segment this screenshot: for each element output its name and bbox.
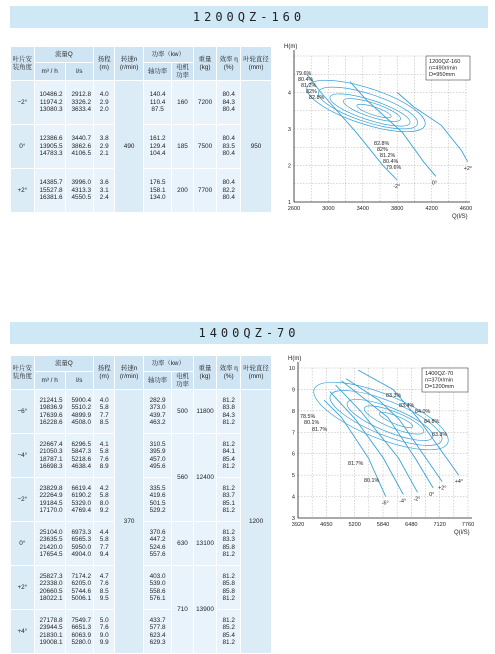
speed-cell: 370: [115, 390, 143, 654]
efficiency-cell: 81.2 83.8 84.3 81.2: [217, 390, 241, 434]
weight-cell: 7500: [193, 125, 217, 169]
shaft-power-cell: 433.7 577.8 623.4 629.3: [143, 610, 171, 654]
flow-ls-cell: 3996.0 4313.3 4550.5: [65, 169, 93, 213]
y-tick-label: 8: [291, 408, 295, 415]
flow-m3h-cell: 27178.8 23944.5 21830.1 19008.1: [34, 610, 65, 654]
header-impeller: 叶轮直径 (mm): [241, 356, 272, 390]
weight-cell: 13900: [193, 566, 217, 654]
table-row: [11, 390, 272, 434]
y-tick-label: 3: [287, 127, 291, 133]
x-axis-label: Q(l/S): [454, 530, 470, 536]
weight-cell: 7700: [193, 169, 217, 213]
header-power: 功率（kw）: [143, 356, 193, 372]
y-tick-label: 9: [291, 387, 295, 394]
y-tick-label: 4: [291, 494, 295, 501]
shaft-power-cell: 140.4 110.4 87.5: [143, 81, 171, 125]
header-flow-ls: l/s: [65, 63, 93, 81]
angle-cell: −2°: [11, 478, 35, 522]
shaft-power-cell: 370.6 447.2 524.6 557.6: [143, 522, 171, 566]
efficiency-label: 81.2%: [301, 83, 317, 89]
efficiency-label: 80.4%: [383, 159, 399, 165]
series-line-2: [397, 93, 468, 162]
x-tick-label: 3920: [291, 522, 305, 528]
flow-m3h-cell: 10486.2 11974.2 13080.3: [34, 81, 65, 125]
x-tick-label: 7760: [461, 522, 475, 528]
motor-power-cell: 200: [172, 169, 193, 213]
efficiency-label: 83.4%: [399, 403, 415, 409]
flow-m3h-cell: 25104.0 23635.5 21420.0 17654.5: [34, 522, 65, 566]
angle-label: -6°: [381, 500, 389, 507]
info-box-line: n=490r/min: [429, 65, 458, 72]
efficiency-label: 84.8%: [424, 419, 440, 425]
flow-ls-cell: 7549.7 6651.3 6063.9 5280.0: [65, 610, 93, 654]
angle-label: 0°: [431, 180, 438, 187]
shaft-power-cell: 282.9 373.0 439.7 463.2: [143, 390, 171, 434]
y-tick-label: 6: [291, 451, 295, 458]
head-cell: 4.0 5.8 7.7 8.5: [94, 390, 115, 434]
y-tick-label: 10: [288, 366, 295, 372]
motor-power-cell: 560: [172, 434, 193, 522]
shaft-power-cell: 335.5 419.6 501.5 529.2: [143, 478, 171, 522]
head-cell: 4.4 5.8 7.7 9.4: [94, 522, 115, 566]
head-cell: 4.0 2.9 2.0: [94, 81, 115, 125]
motor-power-cell: 630: [172, 522, 193, 566]
angle-label: +4°: [454, 479, 464, 486]
impeller-cell: 1200: [241, 390, 272, 654]
efficiency-label: 79.6%: [386, 165, 402, 171]
efficiency-cell: 80.4 83.5 80.4: [217, 125, 241, 169]
flow-m3h-cell: 12386.6 13905.5 14783.3: [34, 125, 65, 169]
header-motor-power: 电机 功率: [172, 372, 193, 390]
y-tick-label: 3: [291, 516, 295, 522]
header-impeller: 叶轮直径 (mm): [241, 47, 272, 81]
header-shaft-power: 轴功率: [143, 63, 171, 81]
header-flow-m3h: m³ / h: [34, 372, 65, 390]
y-axis-label: H(m): [284, 44, 298, 50]
table-row: [11, 81, 272, 125]
section-title-1400qz-70: 1400QZ-70: [10, 322, 488, 344]
efficiency-label: 83.3%: [386, 393, 402, 399]
x-tick-label: 7120: [433, 522, 446, 528]
y-tick-label: 4: [287, 90, 291, 97]
weight-cell: 7200: [193, 81, 217, 125]
efficiency-label: 78.5%: [300, 414, 316, 420]
motor-power-cell: 185: [172, 125, 193, 169]
header-weight: 重量 (kg): [193, 47, 217, 81]
angle-cell: −4°: [11, 434, 35, 478]
flow-ls-cell: 3440.7 3862.6 4106.5: [65, 125, 93, 169]
angle-label: -2°: [393, 184, 401, 191]
motor-power-cell: 710: [172, 566, 193, 654]
info-box-line: D=950mm: [429, 72, 455, 78]
angle-label: -2°: [413, 496, 421, 503]
info-box-line: D=1200mm: [425, 384, 455, 390]
angle-label: +2°: [438, 485, 447, 492]
header-speed: 转速n (r/min): [115, 356, 143, 390]
shaft-power-cell: 403.0 539.0 558.6 576.1: [143, 566, 171, 610]
flow-ls-cell: 7174.2 6205.0 5744.6 5006.1: [65, 566, 93, 610]
angle-cell: −6°: [11, 390, 35, 434]
header-angle: 叶片安 装角度: [11, 47, 35, 81]
x-tick-label: 5200: [348, 522, 361, 528]
flow-ls-cell: 6973.3 6565.3 5950.0 4904.0: [65, 522, 93, 566]
info-box-line: 1200QZ-160: [429, 59, 461, 65]
angle-cell: +4°: [11, 610, 35, 654]
x-tick-label: 4600: [459, 206, 473, 212]
efficiency-label: 82.8%: [374, 141, 390, 147]
efficiency-cell: 81.2 84.1 85.4 81.2: [217, 434, 241, 478]
y-tick-label: 1: [287, 200, 291, 206]
section-title-1200qz-160: 1200QZ-160: [10, 6, 488, 28]
x-tick-label: 3400: [356, 206, 370, 212]
x-tick-label: 6480: [405, 522, 418, 528]
motor-power-cell: 160: [172, 81, 193, 125]
efficiency-label: 82%: [306, 89, 317, 95]
header-flow-ls: l/s: [65, 372, 93, 390]
spec-table-1200qz-160: [10, 46, 272, 213]
flow-m3h-cell: 25827.3 22338.0 20660.5 18022.1: [34, 566, 65, 610]
efficiency-label: 82.8%: [309, 95, 325, 101]
efficiency-cell: 81.2 85.2 85.4 81.2: [217, 610, 241, 654]
weight-cell: 12400: [193, 434, 217, 522]
angle-cell: +2°: [11, 566, 35, 610]
speed-cell: 490: [115, 81, 143, 213]
angle-label: +2°: [463, 165, 473, 172]
efficiency-label: 81.7%: [312, 427, 328, 433]
efficiency-label: 79.6%: [296, 71, 312, 77]
performance-chart-1400qz-70: [276, 356, 488, 548]
y-tick-label: 2: [287, 163, 291, 170]
flow-m3h-cell: 14385.7 15527.8 16381.6: [34, 169, 65, 213]
x-tick-label: 4650: [320, 522, 333, 528]
efficiency-label: 82%: [377, 147, 388, 153]
impeller-cell: 950: [241, 81, 272, 213]
spec-table-1400qz-70: [10, 355, 272, 654]
performance-chart-1200qz-160: [276, 44, 488, 220]
head-cell: 3.6 3.1 2.4: [94, 169, 115, 213]
head-cell: 4.7 7.6 8.5 9.5: [94, 566, 115, 610]
efficiency-cell: 81.2 83.7 85.1 81.2: [217, 478, 241, 522]
flow-ls-cell: 6619.4 6190.2 5329.0 4769.4: [65, 478, 93, 522]
efficiency-label: 83.3%: [432, 432, 448, 438]
shaft-power-cell: 161.2 129.4 104.4: [143, 125, 171, 169]
head-cell: 4.2 5.8 8.0 9.2: [94, 478, 115, 522]
head-cell: 4.1 5.8 7.6 8.9: [94, 434, 115, 478]
efficiency-contour: [301, 70, 430, 143]
efficiency-label: 80.4%: [298, 77, 314, 83]
efficiency-cell: 81.2 85.8 85.8 81.2: [217, 566, 241, 610]
efficiency-label: 84.0%: [415, 409, 431, 415]
header-weight: 重量 (kg): [193, 356, 217, 390]
header-head: 扬程 (m): [94, 47, 115, 81]
angle-cell: 0°: [11, 522, 35, 566]
x-tick-label: 2600: [287, 206, 301, 212]
efficiency-cell: 81.2 83.3 85.8 81.2: [217, 522, 241, 566]
y-tick-label: 7: [291, 430, 295, 437]
flow-ls-cell: 2912.8 3326.2 3633.4: [65, 81, 93, 125]
motor-power-cell: 500: [172, 390, 193, 434]
header-speed: 转速n (r/min): [115, 47, 143, 81]
y-tick-label: 5: [291, 473, 295, 480]
shaft-power-cell: 176.5 158.1 134.0: [143, 169, 171, 213]
efficiency-label: 80.1%: [364, 478, 380, 484]
header-head: 扬程 (m): [94, 356, 115, 390]
header-flow-m3h: m³ / h: [34, 63, 65, 81]
info-box-line: 1400QZ-70: [425, 371, 454, 377]
y-axis-label: H(m): [288, 356, 302, 362]
flow-ls-cell: 5900.4 5510.2 4899.9 4508.0: [65, 390, 93, 434]
x-tick-label: 3000: [322, 206, 335, 212]
angle-cell: +2°: [11, 169, 35, 213]
head-cell: 5.0 7.6 9.0 9.9: [94, 610, 115, 654]
efficiency-contour: [378, 410, 414, 431]
header-flow: 流量Q: [34, 356, 93, 372]
header-angle: 叶片安 装角度: [11, 356, 35, 390]
flow-m3h-cell: 23829.8 22264.9 19184.5 17170.0: [34, 478, 65, 522]
flow-m3h-cell: 21241.5 19836.9 17639.6 16228.6: [34, 390, 65, 434]
header-shaft-power: 轴功率: [143, 372, 171, 390]
efficiency-label: 81.7%: [348, 461, 364, 467]
angle-label: -4°: [399, 498, 407, 505]
header-motor-power: 电机 功率: [172, 63, 193, 81]
x-axis-label: Q(l/S): [452, 214, 468, 220]
x-tick-label: 5840: [376, 522, 390, 528]
header-efficiency: 效率 η (%): [217, 356, 241, 390]
efficiency-cell: 80.4 84.3 80.4: [217, 81, 241, 125]
shaft-power-cell: 310.5 395.9 457.0 495.6: [143, 434, 171, 478]
header-power: 功率（kw）: [143, 47, 193, 63]
header-efficiency: 效率 η (%): [217, 47, 241, 81]
x-tick-label: 3800: [390, 206, 404, 212]
angle-label: 0°: [429, 492, 435, 498]
efficiency-label: 81.2%: [380, 153, 396, 159]
flow-ls-cell: 6296.5 5847.3 5218.6 4638.4: [65, 434, 93, 478]
angle-cell: 0°: [11, 125, 35, 169]
angle-cell: −2°: [11, 81, 35, 125]
head-cell: 3.8 2.9 2.1: [94, 125, 115, 169]
x-tick-label: 4200: [425, 206, 438, 212]
flow-m3h-cell: 22667.4 21050.3 18787.1 16698.3: [34, 434, 65, 478]
weight-cell: 13100: [193, 522, 217, 566]
efficiency-label: 80.1%: [304, 420, 320, 426]
info-box-line: n=370r/min: [425, 377, 454, 384]
weight-cell: 11800: [193, 390, 217, 434]
efficiency-cell: 80.4 82.2 80.4: [217, 169, 241, 213]
header-flow: 流量Q: [34, 47, 93, 63]
